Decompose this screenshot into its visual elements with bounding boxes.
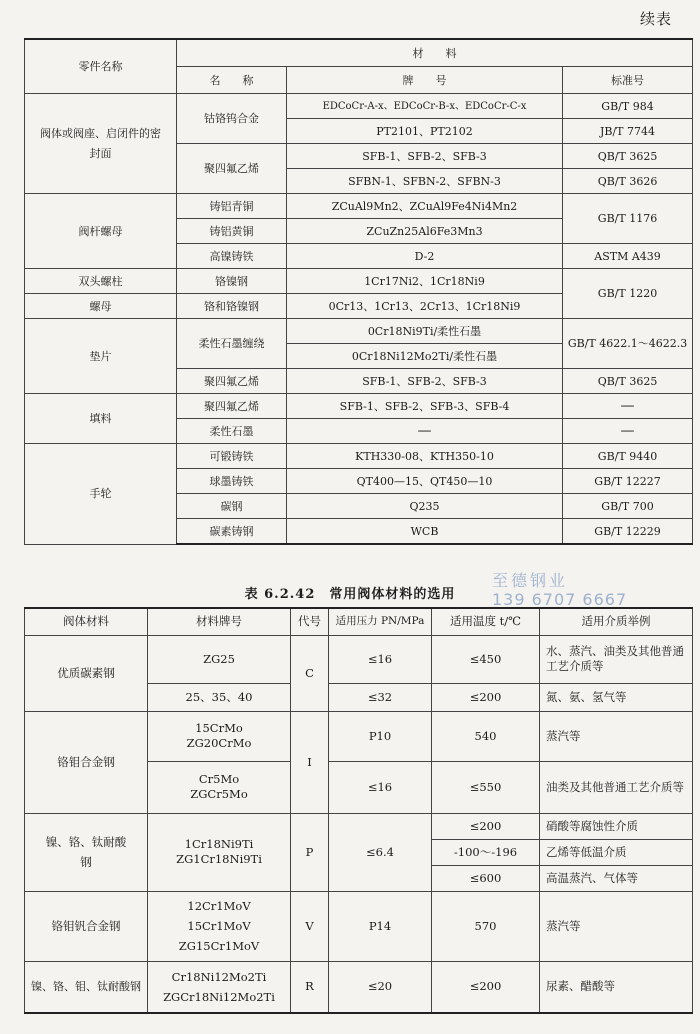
standard-cell: QB/T 3626 [563,169,693,194]
material-name-cell: 碳钢 [177,494,287,519]
pressure-cell: ≤6.4 [329,813,432,891]
standard-cell: GB/T 700 [563,494,693,519]
temperature-cell: -100～-196 [432,839,540,865]
grade-cell: SFB-1、SFB-2、SFB-3、SFB-4 [287,394,563,419]
temperature-cell: ≤450 [432,635,540,683]
standard-cell: JB/T 7744 [563,119,693,144]
part-name-cell: 螺母 [25,294,177,319]
material-name-cell: 球墨铸铁 [177,469,287,494]
pressure-cell: ≤16 [329,635,432,683]
pressure-cell: ≤32 [329,683,432,711]
medium-cell: 高温蒸汽、气体等 [540,865,693,891]
temperature-cell: ≤600 [432,865,540,891]
grade-cell: 0Cr18Ni12Mo2Ti/柔性石墨 [287,344,563,369]
material-name-cell: 聚四氟乙烯 [177,394,287,419]
standard-cell: GB/T 9440 [563,444,693,469]
material-name-cell: 铸铝青铜 [177,194,287,219]
table-caption: 表 6.2.42 常用阀体材料的选用 [244,587,456,602]
grade-cell: KTH330-08、KTH350-10 [287,444,563,469]
grade-cell: EDCoCr-A-x、EDCoCr-B-x、EDCoCr-C-x [287,94,563,119]
temperature-cell: 540 [432,711,540,761]
part-name-cell: 填料 [25,394,177,444]
table-row [25,961,693,1013]
grade-cell: 0Cr13、1Cr13、2Cr13、1Cr18Ni9 [287,294,563,319]
temperature-cell: ≤550 [432,761,540,813]
grade-cell: ZCuZn25Al6Fe3Mn3 [287,219,563,244]
standard-cell: GB/T 4622.1～4622.3 [563,319,693,369]
grade-cell: ZG25 [148,635,291,683]
part-name-cell: 垫片 [25,319,177,394]
material-name-cell: 柔性石墨 [177,419,287,444]
grade-cell: SFBN-1、SFBN-2、SFBN-3 [287,169,563,194]
standard-cell: QB/T 3625 [563,144,693,169]
material-name-cell: 可锻铸铁 [177,444,287,469]
code-cell: I [291,711,329,813]
medium-cell: 蒸汽等 [540,891,693,961]
part-name-cell: 手轮 [25,444,177,545]
grade-cell: Cr5Mo ZGCr5Mo [148,761,291,813]
header-medium: 适用介质举例 [540,608,693,635]
medium-cell: 氮、氨、氢气等 [540,683,693,711]
watermark-phone: 139 6707 6667 [492,590,628,609]
standard-cell: GB/T 12227 [563,469,693,494]
continued-label: 续表 [639,10,672,28]
code-cell: P [291,813,329,891]
grade-cell: WCB [287,519,563,545]
table-row [25,711,693,761]
grade-cell: 1Cr17Ni2、1Cr18Ni9 [287,269,563,294]
part-name-cell: 阀杆螺母 [25,194,177,269]
grade-cell: 1Cr18Ni9Ti ZG1Cr18Ni9Ti [148,813,291,891]
header-part-name: 零件名称 [25,39,177,94]
grade-cell: — [287,419,563,444]
table-row [25,269,693,294]
grade-cell: SFB-1、SFB-2、SFB-3 [287,369,563,394]
pressure-cell: ≤16 [329,761,432,813]
material-name-cell: 钴铬钨合金 [177,94,287,144]
medium-cell: 水、蒸汽、油类及其他普通工艺介质等 [540,635,693,683]
grade-cell: 0Cr18Ni9Ti/柔性石墨 [287,319,563,344]
header-material: 材 料 [177,39,693,67]
table-row [25,444,693,469]
header-code: 代号 [291,608,329,635]
grade-cell: QT400—15、QT450—10 [287,469,563,494]
valve-parts-material-table [24,38,693,545]
standard-cell: GB/T 1176 [563,194,693,244]
temperature-cell: ≤200 [432,683,540,711]
grade-cell: D-2 [287,244,563,269]
valve-body-material-table [24,607,693,1014]
medium-cell: 油类及其他普通工艺介质等 [540,761,693,813]
pressure-cell: P14 [329,891,432,961]
part-name-cell: 阀体或阀座、启闭件的密封面 [25,94,177,194]
table-row [25,194,693,219]
grade-cell: Q235 [287,494,563,519]
standard-cell: — [563,394,693,419]
temperature-cell: 570 [432,891,540,961]
material-name-cell: 聚四氟乙烯 [177,369,287,394]
pressure-cell: P10 [329,711,432,761]
header-grade: 牌 号 [287,67,563,94]
table-header-row [25,608,693,635]
table-row [25,635,693,683]
material-name-cell: 柔性石墨缠绕 [177,319,287,369]
temperature-cell: ≤200 [432,813,540,839]
watermark [492,571,627,609]
pressure-cell: ≤20 [329,961,432,1013]
grade-cell: SFB-1、SFB-2、SFB-3 [287,144,563,169]
material-name-cell: 铬镍钢 [177,269,287,294]
watermark-company: 至德钢业 [492,571,569,590]
material-name-cell: 铸铝黄铜 [177,219,287,244]
table-row [25,319,693,344]
grade-cell: 15CrMo ZG20CrMo [148,711,291,761]
code-cell: C [291,635,329,711]
body-material-cell: 镍、铬、钛耐酸钢 [25,813,148,891]
part-name-cell: 双头螺柱 [25,269,177,294]
body-material-cell: 铬钼合金钢 [25,711,148,813]
grade-cell: 25、35、40 [148,683,291,711]
header-body-material: 阀体材料 [25,608,148,635]
body-material-cell: 铬钼钒合金钢 [25,891,148,961]
medium-cell: 乙烯等低温介质 [540,839,693,865]
table-row [25,94,693,119]
body-material-cell: 优质碳素钢 [25,635,148,711]
material-name-cell: 聚四氟乙烯 [177,144,287,194]
material-name-cell: 铬和铬镍钢 [177,294,287,319]
code-cell: V [291,891,329,961]
standard-cell: ASTM A439 [563,244,693,269]
grade-cell: ZCuAl9Mn2、ZCuAl9Fe4Ni4Mn2 [287,194,563,219]
grade-cell: PT2101、PT2102 [287,119,563,144]
header-temperature: 适用温度 t/℃ [432,608,540,635]
table-row [25,891,693,961]
table-row [25,813,693,839]
medium-cell: 蒸汽等 [540,711,693,761]
material-name-cell: 高镍铸铁 [177,244,287,269]
grade-cell: 12Cr1MoV 15Cr1MoV ZG15Cr1MoV [148,891,291,961]
table-row [25,394,693,419]
standard-cell: QB/T 3625 [563,369,693,394]
grade-cell: Cr18Ni12Mo2Ti ZGCr18Ni12Mo2Ti [148,961,291,1013]
header-grade: 材料牌号 [148,608,291,635]
table-header-row [25,39,693,67]
temperature-cell: ≤200 [432,961,540,1013]
standard-cell: GB/T 1220 [563,269,693,319]
body-material-cell: 镍、铬、钼、钛耐酸钢 [25,961,148,1013]
medium-cell: 尿素、醋酸等 [540,961,693,1013]
standard-cell: GB/T 984 [563,94,693,119]
material-name-cell: 碳素铸钢 [177,519,287,545]
header-name: 名 称 [177,67,287,94]
medium-cell: 硝酸等腐蚀性介质 [540,813,693,839]
header-pressure: 适用压力 PN/MPa [329,608,432,635]
standard-cell: — [563,419,693,444]
standard-cell: GB/T 12229 [563,519,693,545]
code-cell: R [291,961,329,1013]
header-standard: 标准号 [563,67,693,94]
